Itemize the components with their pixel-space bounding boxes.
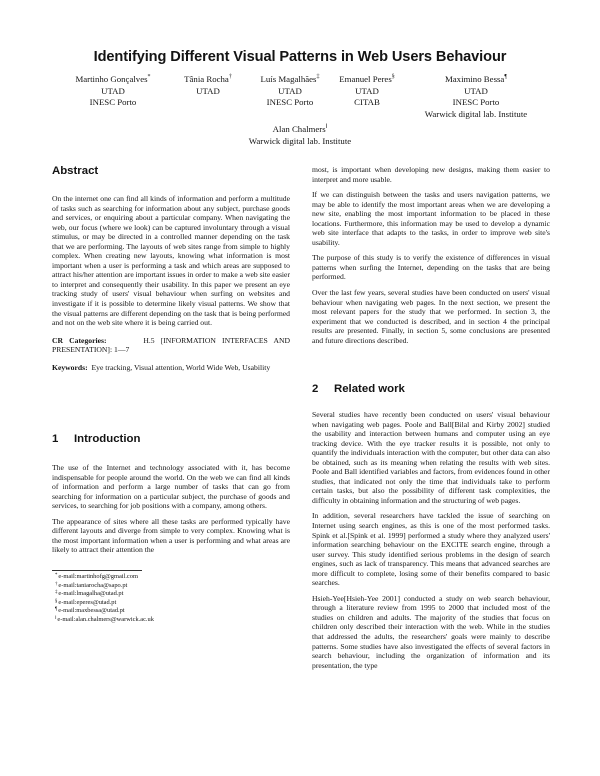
footnote-mark: †: [55, 581, 58, 587]
section-heading: [52, 433, 140, 445]
author-name: Martinho Gonçalves: [75, 74, 148, 84]
paragraph: The purpose of this study is to verify the existence of differences in visual patterns when surfing the Internet, depending on the tasks that are being performed.: [312, 253, 550, 282]
footnote-text: e-mail:taniarocha@sapo.pt: [58, 581, 128, 589]
author-affiliation: INESC Porto: [266, 97, 314, 107]
footnote: [55, 607, 154, 616]
author-block: [230, 124, 370, 147]
cr-value: H.5 [INFORMATION INTERFACES AND PRESENTATION]: 1—7: [52, 335, 290, 355]
section-number: 2: [312, 383, 319, 395]
author-affiliation: Warwick digital lab. Institute: [248, 135, 352, 146]
author-affiliation: INESC Porto: [89, 97, 137, 107]
footnote-text: e-mail:eperes@utad.pt: [58, 598, 117, 606]
author-affiliation: UTAD: [464, 85, 488, 96]
author-name: Luís Magalhães: [260, 74, 317, 84]
author-name: Alan Chalmers: [272, 124, 326, 134]
author-name: Maximino Bessa: [444, 74, 505, 84]
footnote: [55, 599, 154, 608]
footnote-divider: [52, 570, 142, 571]
related-work-body: [312, 410, 550, 676]
paragraph: Over the last few years, several studies have been conducted on users' visual behaviour when navigating web pages. In the next section, we present the most relevant papers for the study that we performed. In section 3, the experiment that we conducted is described, and in section 4 the principal results are presented. Finally, in section 5, some conclusions are presented and future directions described.: [312, 288, 550, 345]
author-mark: ‡: [316, 74, 320, 80]
paragraph: Hsieh-Yee[Hsieh-Yee 2001] conducted a study on web search behaviour, through a literature review from 1995 to 2000 that included most of the studies on children and adults. The majority of the studies that focus on children only described their interaction with the web. While in the studies that addressed the adults, the researchers' goals were mainly to describe patterns. Some studies have also investigated the effects of several factors in search behaviour, including the organization of information and its presentation, the type: [312, 593, 550, 670]
footnote-mark: ¶: [55, 607, 58, 613]
footnote-text: e-mail:alan.chalmers@warwick.ac.uk: [57, 615, 154, 623]
cr-label: CR Categories:: [52, 335, 107, 345]
paragraph: If we can distinguish between the tasks and users navigation patterns, we may be able to identify the most important areas when we are developing a new site, enabling the most important information to be placed in these locations. Furthermore, this information may be used to develop a dynamic web site interface that adapts to the tasks, in order to improve web site's usability.: [312, 190, 550, 247]
footnote-mark: ‖: [55, 615, 57, 621]
footnote-mark: *: [55, 573, 58, 578]
footnote-text: e-mail:martinhofg@gmail.com: [58, 573, 138, 580]
paper-title: Identifying Different Visual Patterns in Web Users Behaviour: [93, 49, 507, 65]
author-name: Tânia Rocha: [184, 74, 229, 84]
section-title: Introduction: [74, 433, 141, 445]
paragraph: The use of the Internet and technology associated with it, has become indispensable for people around the world. On the web we can find all kinds of information and perform a large number of tasks that can go from searching for information on a particular subject, the purchase of goods and services, to searching for job positions with a company, among others.: [52, 463, 290, 511]
footnote-text: e-mail:maxbessa@utad.pt: [58, 607, 125, 615]
author-affiliation: CITAB: [354, 97, 380, 107]
section-number: 1: [52, 433, 59, 445]
author-mark: *: [147, 74, 151, 80]
footnote: [55, 582, 154, 591]
introduction-body: [52, 463, 290, 561]
author-affiliation: UTAD: [355, 85, 379, 96]
footnote: [55, 616, 154, 625]
section-title: Related work: [334, 383, 405, 395]
right-column-intro: [312, 165, 550, 351]
section-heading: [312, 383, 405, 395]
paragraph: The appearance of sites where all these tasks are performed typically have different layouts and diverge from simple to very complex. Knowing what is the most important information when a user is performing and what areas are likely to attract their attention the: [52, 516, 290, 555]
author-block: [412, 74, 540, 120]
footnote: [55, 590, 154, 599]
paragraph: In addition, several researchers have tackled the issue of searching on Internet using search engines, as this is one of the most performed tasks. Spink et al.[Spink et al. 1999] performed a study where they analyzed users' information searching behaviour on the EXCITE search engine, through a user survey. This study identified serious problems in the design of search engines, such as lack of transparency. This means that advanced searches are more difficult to complete, losing some of their benefits compared to basic searches.: [312, 511, 550, 588]
keywords: [52, 363, 290, 373]
keywords-label: Keywords:: [52, 362, 88, 372]
paragraph: most, is important when developing new designs, making them easier to interpret and more usable.: [312, 165, 550, 184]
footnote-mark: ‡: [55, 590, 58, 596]
author-mark: §: [391, 74, 395, 80]
author-affiliation: INESC Porto: [452, 97, 500, 107]
author-affiliation: UTAD: [101, 85, 125, 96]
author-affiliation: UTAD: [278, 85, 302, 96]
author-affiliation: UTAD: [196, 85, 220, 96]
paragraph: Several studies have recently been conducted on users' visual behaviour when navigating web pages. Poole and Ball[Bilal and Kirby 2002] studied the usability and interaction between humans and computer using an eye tracking device. With the eye tracker results it is possible, not only to quantify the individuals interaction with the computer, but other data can also be obtained, such as its meaning when relating the results with web sites. Poole and Ball identified variables and factors, from evidences found in other studies, that indicated not only the time that individuals take to perform certain tasks, but also the possibility of different task complexities, the difficulty in obtaining information and the structuring of web pages.: [312, 410, 550, 505]
abstract-heading: Abstract: [52, 165, 99, 177]
abstract-text: On the internet one can find all kinds of information and perform a multitude of tasks such as searching for information about any subject, purchase goods and services, or enquiring about a particular company. When navigating the web, our focus (where we look) can be captured involuntary through a visual stimulus, or may be directed in a controlled manner depending on the task that we are performing. The layouts of web sites range from simple to highly complex. When creating new layouts, knowing what information is most important when a user is performing a task and which areas are supposed to attract his/her attention are important issues in order to make a web site easier to interpret and consequently their usability. In this paper we present an eye tracking study of users' visual behaviour when surfing on websites and investigate if it is possible to determine likely visual patterns. We show that the visual patterns are different depending on the task that is being performed and not on the web site where it is being carried out.: [52, 194, 290, 328]
author-affiliation: Warwick digital lab. Institute: [424, 108, 528, 119]
abstract-body: [52, 194, 290, 378]
author-block: [168, 74, 248, 97]
author-mark: ¶: [504, 74, 508, 80]
author-block: [322, 74, 412, 109]
author-mark: ‖: [325, 124, 328, 130]
footnotes: [55, 573, 154, 625]
footnote: [55, 573, 154, 582]
keywords-value: Eye tracking, Visual attention, World Wide Web, Usability: [91, 362, 271, 372]
cr-categories: [52, 336, 290, 355]
footnote-mark: §: [55, 598, 58, 604]
author-block: [58, 74, 168, 109]
footnote-text: e-mail:lmagalha@utad.pt: [58, 590, 124, 598]
author-name: Emanuel Peres: [339, 74, 392, 84]
author-mark: †: [228, 74, 232, 80]
